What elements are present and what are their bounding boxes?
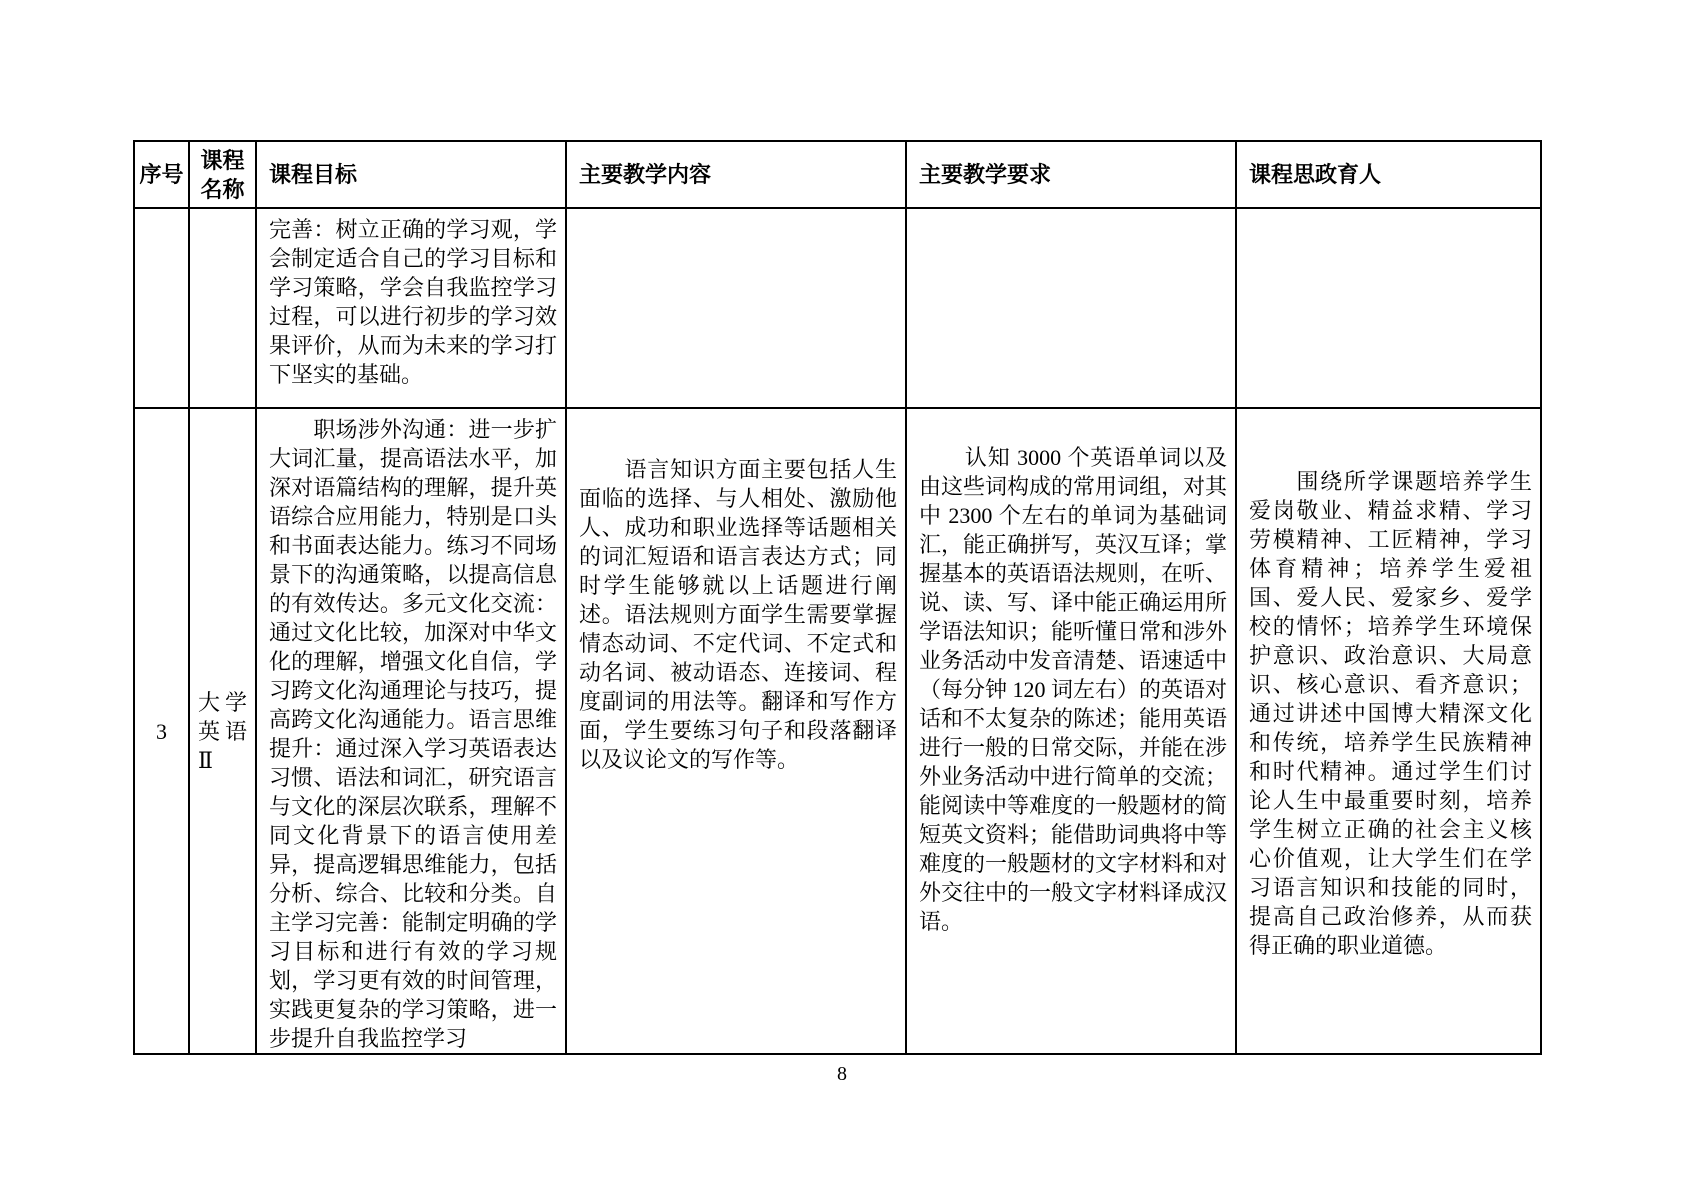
cell-ideology: 围绕所学课题培养学生爱岗敬业、精益求精、学习劳模精神、工匠精神，学习体育精神；培养学生爱祖国、爱人民、爱家乡、爱学校的情怀；培养学生环境保护意识、政治意识、大局意识、核心意识、看齐意识；通过讲述中国博大精深文化和传统，培养学生民族精神和时代精神。通过学生们讨论人生中最重要时刻，培养学生树立正确的社会主义核心价值观，让大学生们在学习语言知识和技能的同时，提高自己政治修养，从而获得正确的职业道德。 [1236, 408, 1541, 1054]
page-number: 8 [837, 1063, 847, 1085]
header-course-objectives: 课程目标 [256, 141, 566, 208]
table-row-continuation [134, 208, 1541, 408]
cell-requirements [906, 208, 1236, 408]
cell-content: 语言知识方面主要包括人生面临的选择、与人相处、激励他人、成功和职业选择等话题相关的词汇短语和语言表达方式；同时学生能够就以上话题进行阐述。语法规则方面学生需要掌握情态动词、不定代词、不定式和动名词、被动语态、连接词、程度副词的用法等。翻译和写作方面，学生要练习句子和段落翻译以及议论文的写作等。 [566, 408, 906, 1054]
cell-index: 3 [134, 408, 189, 1054]
cell-ideology [1236, 208, 1541, 408]
header-ideology-education: 课程思政育人 [1236, 141, 1541, 208]
header-row [134, 141, 1541, 208]
table-row-course-3 [134, 408, 1541, 1054]
header-teaching-requirements: 主要教学要求 [906, 141, 1236, 208]
cell-objectives: 职场涉外沟通：进一步扩大词汇量，提高语法水平，加深对语篇结构的理解，提升英语综合应用能力，特别是口头和书面表达能力。练习不同场景下的沟通策略，以提高信息的有效传达。多元文化交流：通过文化比较，加深对中华文化的理解，增强文化自信，学习跨文化沟通理论与技巧，提高跨文化沟通能力。语言思维提升：通过深入学习英语表达习惯、语法和词汇，研究语言与文化的深层次联系，理解不同文化背景下的语言使用差异，提高逻辑思维能力，包括分析、综合、比较和分类。自主学习完善：能制定明确的学习目标和进行有效的学习规划，学习更有效的时间管理，实践更复杂的学习策略，进一步提升自我监控学习 [256, 408, 566, 1054]
cell-index [134, 208, 189, 408]
cell-course-name: 大学英语Ⅱ [189, 408, 256, 1054]
cell-objectives: 完善：树立正确的学习观，学会制定适合自己的学习目标和学习策略，学会自我监控学习过程，可以进行初步的学习效果评价，从而为未来的学习打下坚实的基础。 [256, 208, 566, 408]
cell-course-name [189, 208, 256, 408]
header-index: 序号 [134, 141, 189, 208]
cell-content [566, 208, 906, 408]
header-teaching-content: 主要教学内容 [566, 141, 906, 208]
course-table [133, 140, 1542, 1055]
header-course-name: 课程名称 [189, 141, 256, 208]
cell-requirements: 认知 3000 个英语单词以及由这些词构成的常用词组，对其中 2300 个左右的单词为基础词汇，能正确拼写，英汉互译；掌握基本的英语语法规则，在听、说、读、写、译中能正确运用所学语法知识；能听懂日常和涉外业务活动中发音清楚、语速适中（每分钟 120 词左右）的英语对话和不太复杂的陈述；能用英语进行一般的日常交际，并能在涉外业务活动中进行简单的交流；能阅读中等难度的一般题材的简短英文资料；能借助词典将中等难度的一般题材的文字材料和对外交往中的一般文字材料译成汉语。 [906, 408, 1236, 1054]
